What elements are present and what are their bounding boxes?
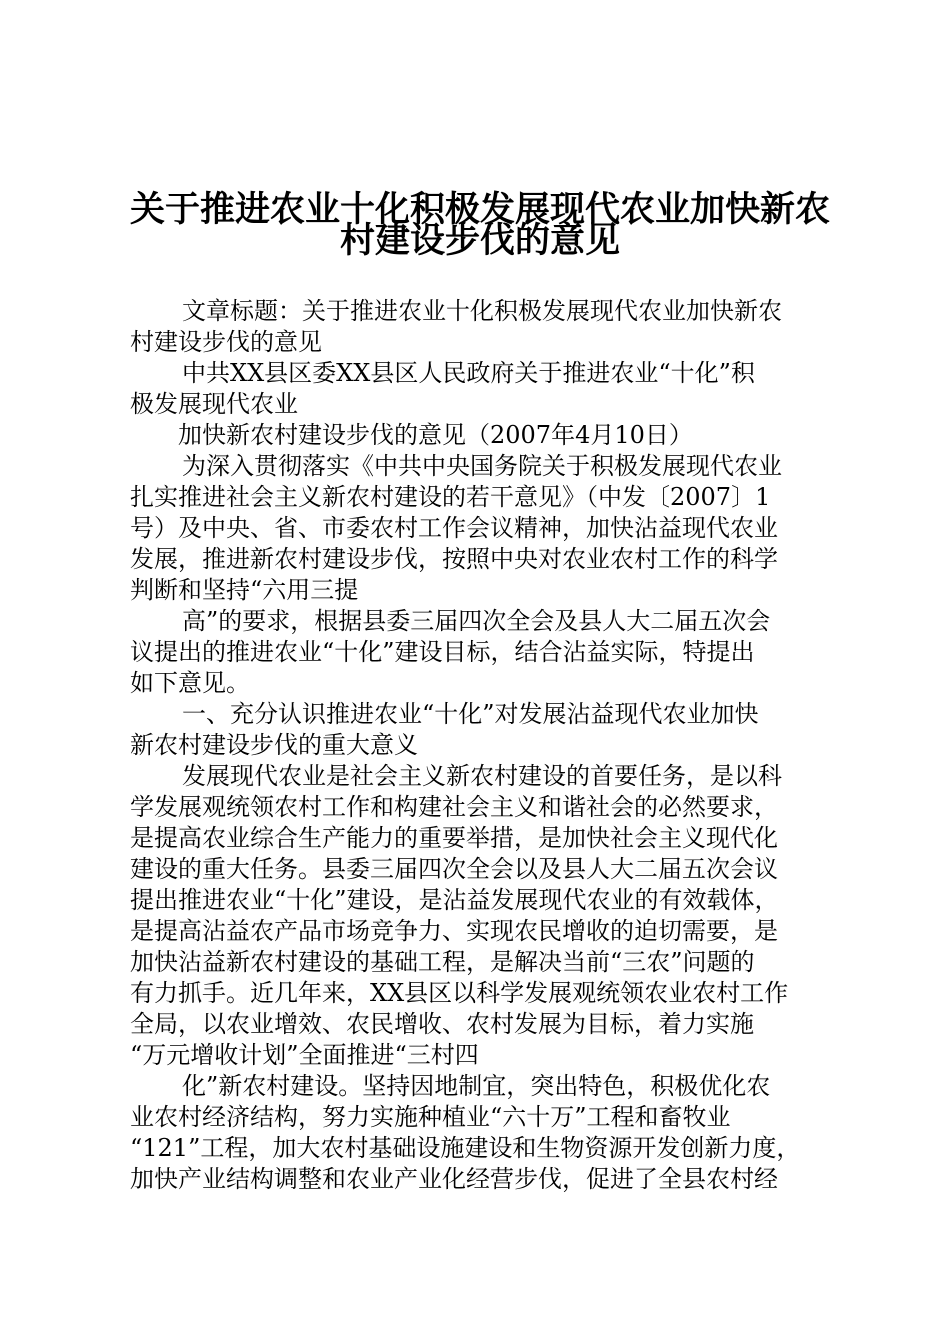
body-line: 新农村建设步伐的重大意义 bbox=[130, 731, 418, 759]
body-line: 建设的重大任务。县委三届四次全会以及县人大二届五次会议 bbox=[130, 855, 778, 883]
document-title-line-1: 关于推进农业十化积极发展现代农业加快新农 bbox=[129, 190, 830, 230]
body-line: 如下意见。 bbox=[130, 669, 250, 697]
document-title-line-2: 村建设步伐的意见 bbox=[339, 221, 620, 261]
body-line: 有力抓手。近几年来，XX县区以科学发展观统领农业农村工作 bbox=[130, 979, 789, 1007]
body-line: 极发展现代农业 bbox=[130, 390, 298, 418]
body-line: 为深入贯彻落实《中共中央国务院关于积极发展现代农业 bbox=[182, 452, 782, 480]
body-line: 是提高沾益农产品市场竞争力、实现农民增收的迫切需要，是 bbox=[130, 917, 778, 945]
body-line: 是提高农业综合生产能力的重要举措，是加快社会主义现代化 bbox=[130, 824, 778, 852]
body-line: 学发展观统领农村工作和构建社会主义和谐社会的必然要求， bbox=[130, 793, 778, 821]
body-line: 文章标题：关于推进农业十化积极发展现代农业加快新农 bbox=[182, 297, 782, 325]
body-line: 提出推进农业“十化”建设，是沾益发展现代农业的有效载体， bbox=[130, 886, 779, 914]
body-line: 高”的要求，根据县委三届四次全会及县人大二届五次会 bbox=[182, 607, 771, 635]
body-line: 加快沾益新农村建设的基础工程，是解决当前“三农”问题的 bbox=[130, 948, 755, 976]
body-line: 中共XX县区委XX县区人民政府关于推进农业“十化”积 bbox=[182, 359, 755, 387]
body-line: 发展，推进新农村建设步伐，按照中央对农业农村工作的科学 bbox=[130, 545, 778, 573]
body-line: 扎实推进社会主义新农村建设的若干意见》（中发〔2007〕1 bbox=[130, 483, 771, 511]
body-line: 议提出的推进农业“十化”建设目标，结合沾益实际，特提出 bbox=[130, 638, 755, 666]
body-line: 业农村经济结构，努力实施种植业“六十万”工程和畜牧业 bbox=[130, 1103, 731, 1131]
body-line: 判断和坚持“六用三提 bbox=[130, 576, 359, 604]
body-line: 化”新农村建设。坚持因地制宜，突出特色，积极优化农 bbox=[182, 1072, 771, 1100]
body-line: “121”工程，加大农村基础设施建设和生物资源开发创新力度， bbox=[130, 1134, 801, 1162]
document-body bbox=[130, 296, 830, 1195]
body-line: 加快新农村建设步伐的意见（2007年4月10日） bbox=[178, 421, 693, 449]
body-line: “万元增收计划”全面推进“三村四 bbox=[130, 1041, 479, 1069]
body-line: 一、充分认识推进农业“十化”对发展沾益现代农业加快 bbox=[182, 700, 759, 728]
body-line: 发展现代农业是社会主义新农村建设的首要任务，是以科 bbox=[182, 762, 782, 790]
body-line: 号）及中央、省、市委农村工作会议精神，加快沾益现代农业 bbox=[130, 514, 778, 542]
body-line: 村建设步伐的意见 bbox=[130, 328, 322, 356]
body-line: 全局，以农业增效、农民增收、农村发展为目标，着力实施 bbox=[130, 1010, 754, 1038]
body-line: 加快产业结构调整和农业产业化经营步伐，促进了全县农村经 bbox=[130, 1165, 778, 1193]
